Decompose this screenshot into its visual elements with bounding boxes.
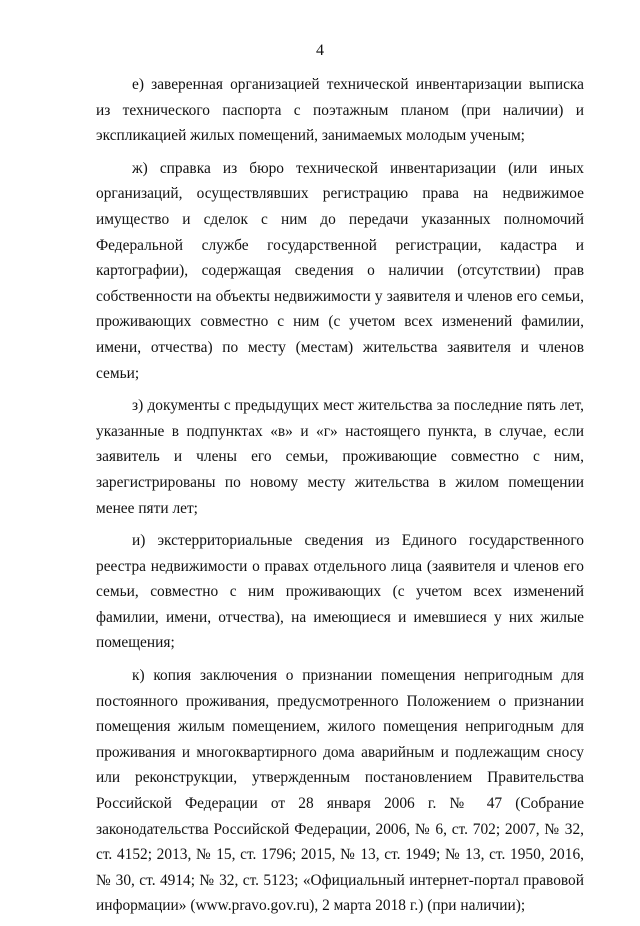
document-body [96,72,584,926]
page-number: 4 [316,42,324,59]
paragraph-k: к) копия заключения о признании помещения непригодным для постоянного проживания, предусмотренного Положением о признании помещения жилым помещением, жилого помещения непригодным для проживания и многоквартирного дома аварийным и подлежащим сносу или реконструкции, утвержденным постановлением Правительства Российской Федерации от 28 января 2006 г. № 47 (Собрание законодательства Российской Федерации, 2006, № 6, ст. 702; 2007, № 32, ст. 4152; 2013, № 15, ст. 1796; 2015, № 13, ст. 1949; № 13, ст. 1950, 2016, № 30, ст. 4914; № 32, ст. 5123; «Официальный интернет-портал правовой информации» (www.pravo.gov.ru), 2 марта 2018 г.) (при наличии); [96,667,584,915]
paragraph-zh: ж) справка из бюро технической инвентаризации (или иных организаций, осуществлявших регистрацию права на недвижимое имущество и сделок с ним до передачи указанных полномочий Федеральной службе государственной регистрации, кадастра и картографии), содержащая сведения о наличии (отсутствии) прав собственности на объекты недвижимости у заявителя и членов его семьи, проживающих совместно с ним (с учетом всех изменений фамилии, имени, отчества) по месту (местам) жительства заявителя и членов семьи; [96,159,584,382]
paragraph-i: и) экстерриториальные сведения из Единого государственного реестра недвижимости о правах отдельного лица (заявителя и членов его семьи, совместно с ним проживающих (с учетом всех изменений фамилии, имени, отчества), на имеющиеся и имевшиеся у них жилые помещения; [96,532,584,652]
paragraph-e: е) заверенная организацией технической инвентаризации выписка из технического паспорта с поэтажным планом (при наличии) и экспликацией жилых помещений, занимаемых молодым ученым; [96,76,584,145]
paragraph-z: з) документы с предыдущих мест жительства за последние пять лет, указанные в подпунктах «в» и «г» настоящего пункта, в случае, если заявитель и члены его семьи, проживающие совместно с ним, зарегистрированы по новому месту жительства в жилом помещении менее пяти лет; [96,397,584,517]
